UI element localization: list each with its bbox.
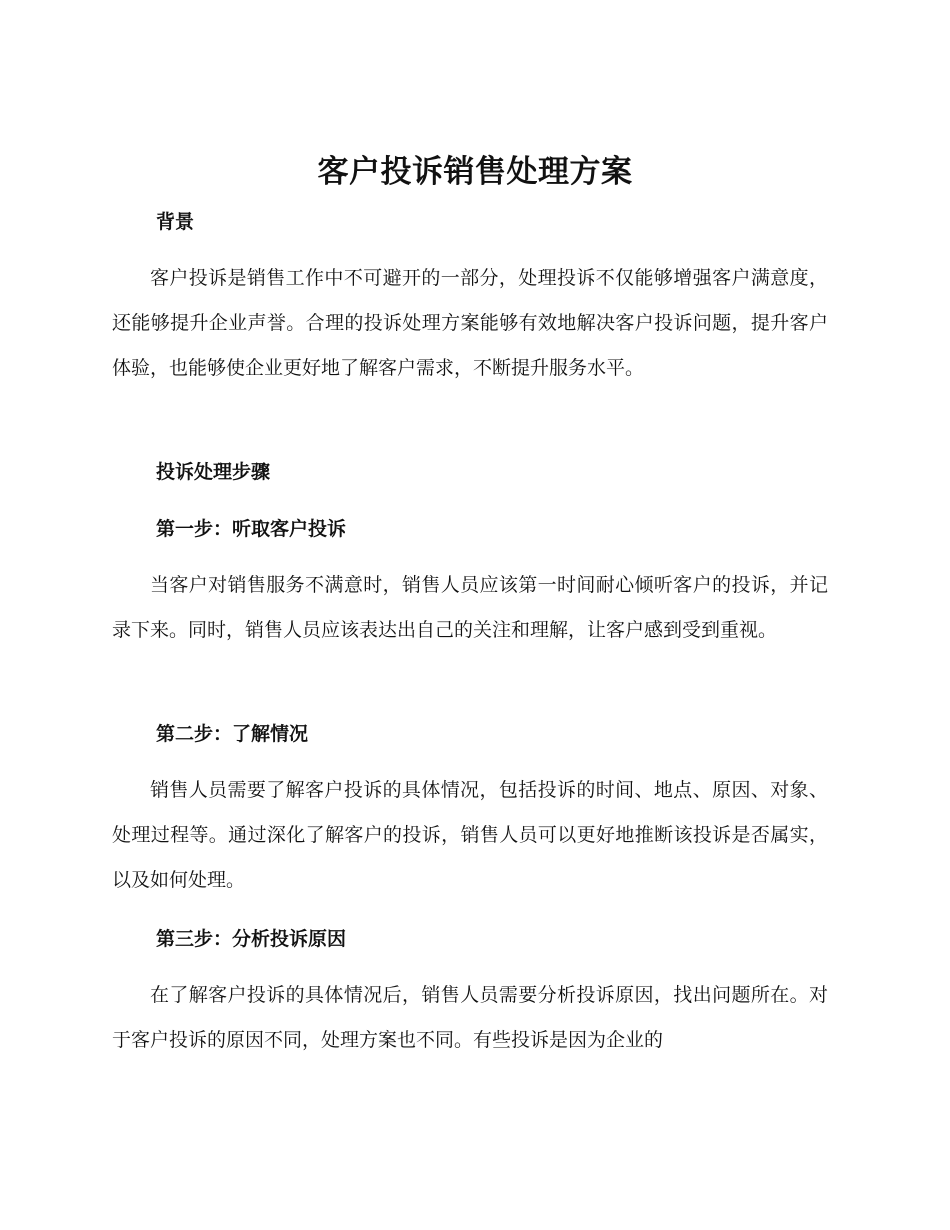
paragraph-background: 客户投诉是销售工作中不可避开的一部分，处理投诉不仅能够增强客户满意度，还能够提升企业声誉。合理的投诉处理方案能够有效地解决客户投诉问题，提升客户体验，也能够使企业更好地了解客户需求，不断提升服务水平。 (112, 267, 828, 379)
document-title: 客户投诉销售处理方案 (317, 154, 633, 190)
section-heading-background: 背景 (156, 211, 195, 233)
step2-heading: 第二步：了解情况 (156, 723, 309, 745)
step1-paragraph: 当客户对销售服务不满意时，销售人员应该第一时间耐心倾听客户的投诉，并记录下来。同时，销售人员应该表达出自己的关注和理解，让客户感到受到重视。 (112, 574, 828, 641)
step1-heading: 第一步：听取客户投诉 (156, 518, 347, 540)
step3-paragraph: 在了解客户投诉的具体情况后，销售人员需要分析投诉原因，找出问题所在。对于客户投诉的原因不同，处理方案也不同。有些投诉是因为企业的 (112, 984, 828, 1051)
step2-paragraph: 销售人员需要了解客户投诉的具体情况，包括投诉的时间、地点、原因、对象、处理过程等。通过深化了解客户的投诉，销售人员可以更好地推断该投诉是否属实，以及如何处理。 (112, 779, 828, 891)
step3-heading: 第三步：分析投诉原因 (156, 928, 347, 950)
section-heading-steps: 投诉处理步骤 (156, 461, 271, 483)
